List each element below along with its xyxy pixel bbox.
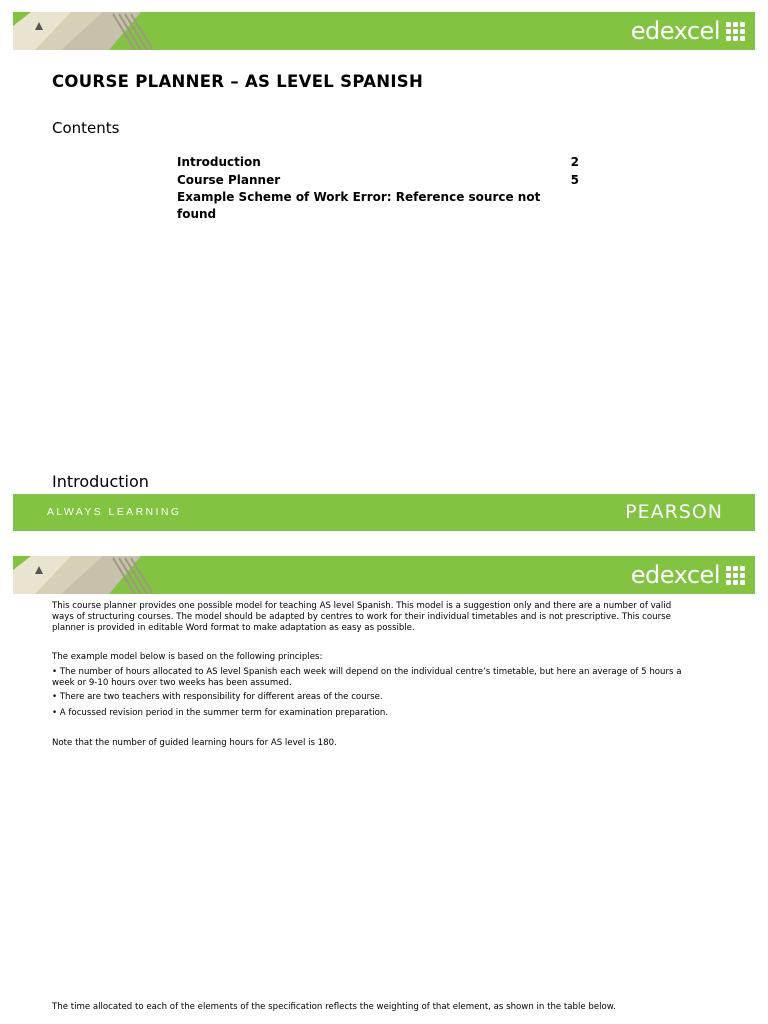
toc-label: Course Planner (177, 172, 281, 187)
toc-entry-course-planner[interactable] (177, 172, 579, 190)
footer-tagline: ALWAYS LEARNING (47, 506, 182, 518)
toc-label: Example Scheme of Work Error: Reference source not found (177, 190, 541, 221)
toc-page: 5 (570, 172, 579, 187)
footer-banner (13, 494, 755, 531)
intro-paragraph: This course planner provides one possible model for teaching AS level Spanish. This model is a suggestion only and there are a number of valid ways of structuring courses. The model should be adapted by centres to work for their individual timetables and is not prescriptive. This course planner is provided in editable Word format to make adaptation as easy as possible. (52, 601, 672, 633)
logo-dots-icon (726, 22, 745, 41)
header-banner-page2 (13, 556, 755, 594)
logo-text: edexcel (630, 17, 720, 45)
page-title: COURSE PLANNER – AS LEVEL SPANISH (52, 72, 424, 91)
edexcel-logo (631, 17, 745, 45)
guided-hours-note: Note that the number of guided learning hours for AS level is 180. (52, 738, 337, 748)
table-of-contents (177, 154, 579, 221)
introduction-heading: Introduction (52, 472, 149, 491)
contents-heading: Contents (52, 119, 120, 137)
logo-text: edexcel (630, 561, 720, 589)
toc-label: Introduction (177, 155, 261, 169)
weighting-paragraph: The time allocated to each of the elements of the specification reflects the weighting of that element, as shown in the table below. (52, 1002, 616, 1012)
principles-intro: The example model below is based on the following principles: (52, 652, 323, 662)
toc-entry-scheme-of-work[interactable] (177, 189, 579, 221)
header-photo-strip (13, 12, 173, 50)
principle-bullet-revision: • A focussed revision period in the summer term for examination preparation. (52, 708, 389, 718)
toc-entry-introduction[interactable] (177, 154, 579, 172)
principle-bullet-hours: • The number of hours allocated to AS level Spanish each week will depend on the individual centre’s timetable, but here an average of 5 hours a week or 9-10 hours over two weeks has been assumed. (52, 667, 682, 688)
logo-dots-icon (726, 566, 745, 585)
header-banner (13, 12, 755, 50)
toc-page: 2 (570, 155, 579, 169)
principle-bullet-teachers: • There are two teachers with responsibility for different areas of the course. (52, 692, 383, 702)
pearson-logo: PEARSON (625, 501, 723, 523)
edexcel-logo (631, 561, 745, 589)
header-photo-strip (13, 556, 173, 594)
